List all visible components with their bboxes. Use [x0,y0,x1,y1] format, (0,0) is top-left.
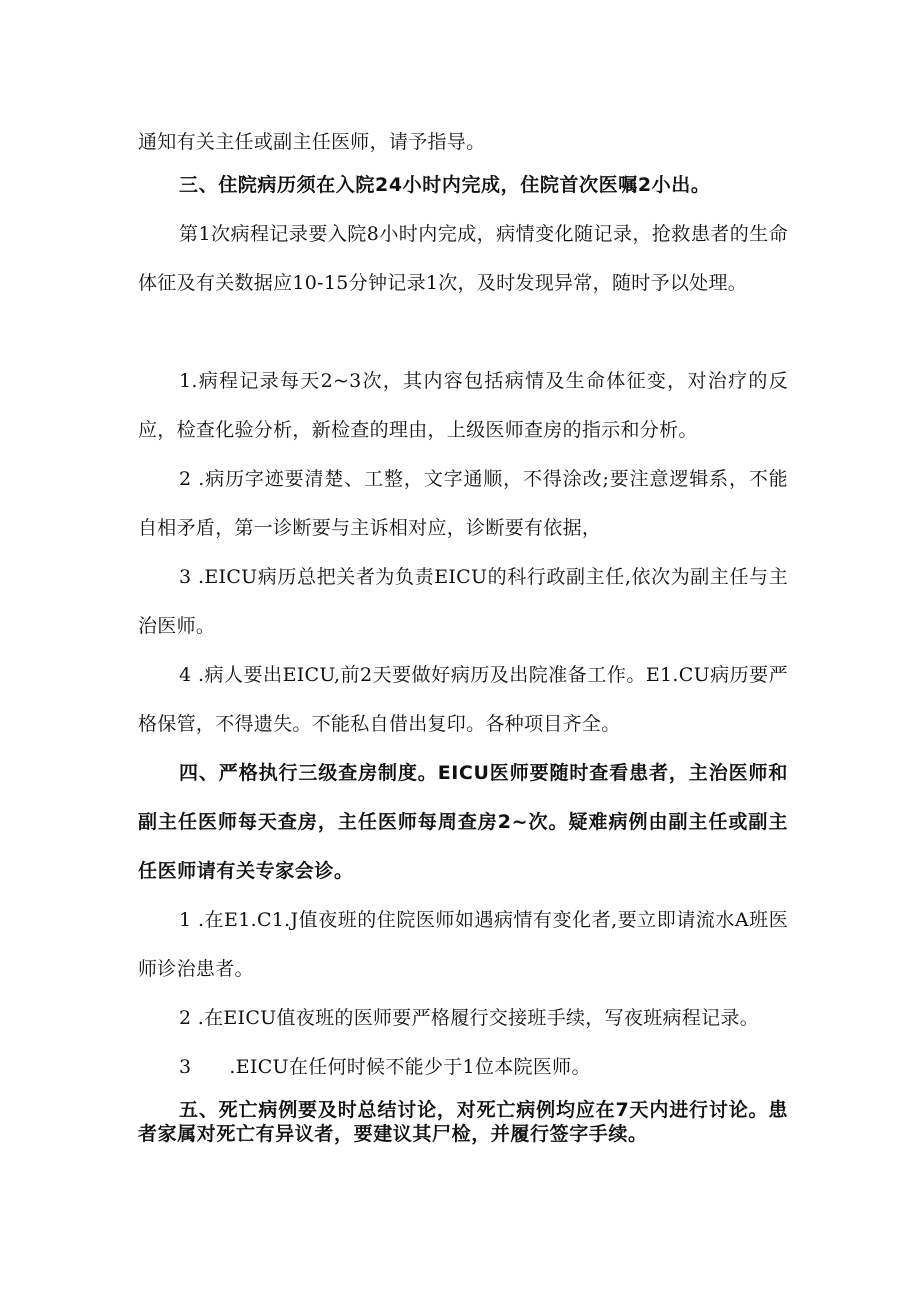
list-item-2: 2 .病历字迹要清楚、工整，文字通顺，不得涂改;要注意逻辑系，不能自相矛盾，第一诊断要与主诉相对应，诊断要有依据， [138,468,788,539]
list-item-1: 1.病程记录每天2~3次，其内容包括病情及生命体征变，对治疗的反应，检查化验分析，新检查的理由，上级医师查房的指示和分析。 [138,370,788,441]
list-item-1-night-shift: 1 .在E1.C1.J值夜班的住院医师如遇病情有变化者,要立即请流水A班医师诊治患者。 [138,909,788,980]
paragraph-first-progress-note: 第1次病程记录要入院8小时内完成，病情变化随记录，抢救患者的生命体征及有关数据应10-15分钟记录1次，及时发现异常，随时予以处理。 [138,223,788,294]
list-item-3-staffing [138,1043,788,1092]
list-item-text: .EICU在任何时候不能少于1位本院医师。 [229,1056,591,1078]
list-item-4: 4 .病人要出EICU,前2天要做好病历及出院准备工作。E1.CU病历要严格保管，不得遗失。不能私自借出复印。各种项目齐全。 [138,664,788,735]
list-item-number: 3 [179,1056,192,1078]
list-item-2-night-shift: 2 .在EICU值夜班的医师要严格履行交接班手续，写夜班病程记录。 [179,1007,759,1029]
paragraph-continuation: 通知有关主任或副主任医师，请予指导。 [138,131,486,153]
section-heading-3: 三、住院病历须在入院24小时内完成，住院首次医嘱2小出。 [179,174,711,196]
section-heading-4: 四、严格执行三级查房制度。EICU医师要随时查看患者，主治医师和副主任医师每天查房，主任医师每周查房2~次。疑难病例由副主任或副主任医师请有关专家会诊。 [138,762,788,882]
section-heading-5: 五、死亡病例要及时总结讨论，对死亡病例均应在7天内进行讨论。患者家属对死亡有异议者，要建议其尸检，并履行签字手续。 [138,1099,788,1145]
list-item-3: 3 .EICU病历总把关者为负责EICU的科行政副主任,依次为副主任与主治医师。 [138,566,788,637]
